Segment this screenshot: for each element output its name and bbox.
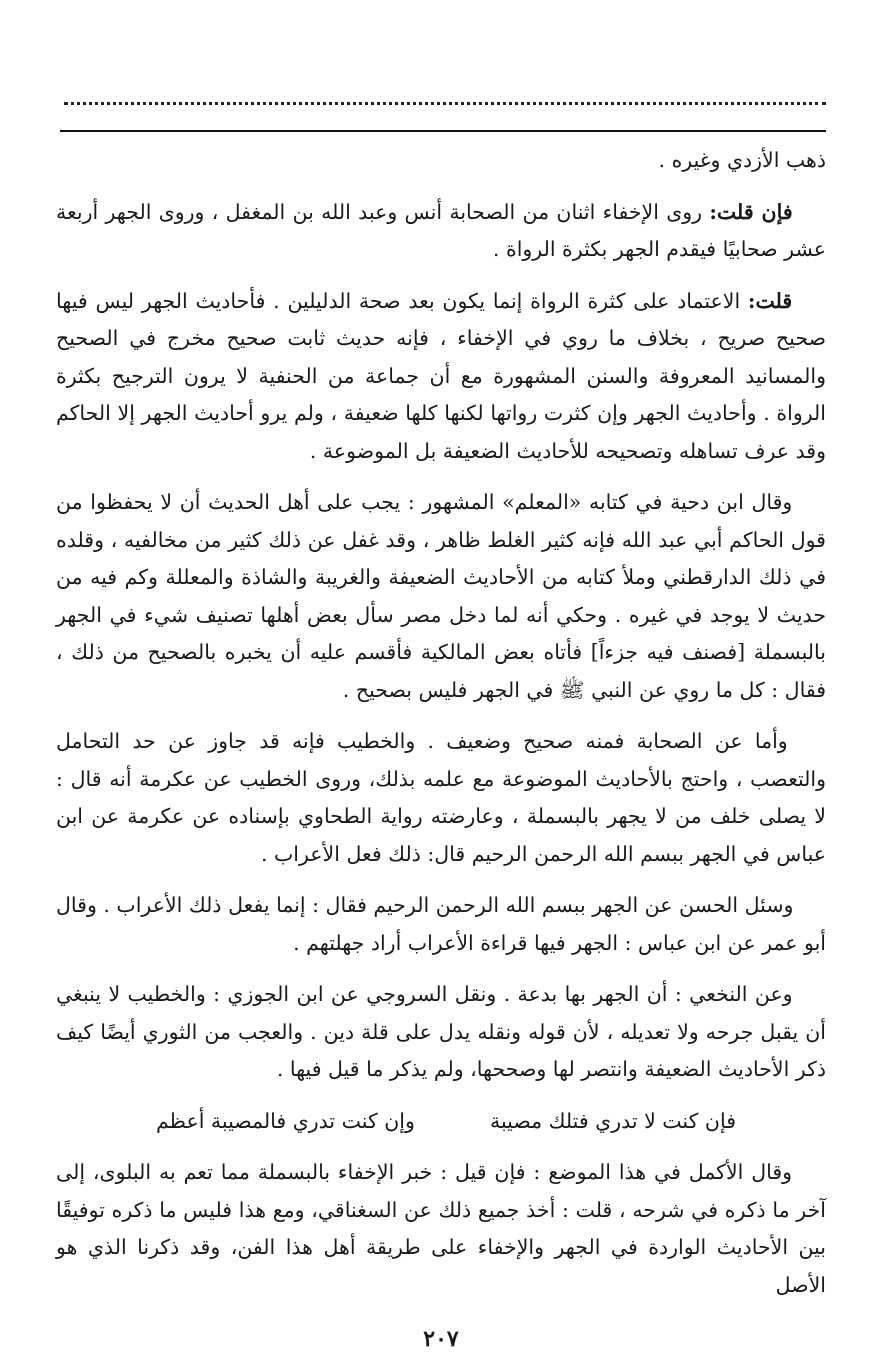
paragraph-text: روى الإخفاء اثنان من الصحابة أنس وعبد الله بن المغفل ، وروى الجهر أربعة عشر صحابيًا فيقدم الجهر بكثرة الرواة . xyxy=(56,199,826,261)
paragraph-text: ذهب الأزدي وغيره . xyxy=(658,148,826,172)
verse-first-hemistich: فإن كنت لا تدري فتلك مصيبة xyxy=(489,1108,736,1133)
paragraph-text: وسئل الحسن عن الجهر ببسم الله الرحمن الرحيم فقال : إنما يفعل ذلك الأعراب . وقال أبو عمر عن ابن عباس : الجهر فيها قراءة الأعراب أراد جهلتهم . xyxy=(56,893,826,955)
paragraph-text: وأما عن الصحابة فمنه صحيح وضعيف . والخطيب فإنه قد جاوز عن حد التحامل والتعصب ، واحتج بالأحاديث الموضوعة مع علمه بذلك، وروى الخطيب عن عكرمة أنه قال : لا يصلى خلف من لا يجهر بالبسملة ، وعارضته رواية الطحاوي بإسناده عن عكرمة عن ابن عباس في الجهر ببسم الله الرحمن الرحيم قال: ذلك فعل الأعراب . xyxy=(56,729,826,866)
paragraph-text: وقال ابن دحية في كتابه «المعلم» المشهور : يجب على أهل الحديث أن لا يحفظوا من قول الحاكم أبي عبد الله فإنه كثير الغلط ظاهر ، وقد غفل عن ذلك كثير من مخالفيه ، وقلده في ذلك الدارقطني وملأ كتابه من الأحاديث الضعيفة والغريبة والشاذة والمعللة وكم فيه من حديث لا يوجد في غيره . وحكي أنه لما دخل مصر سأل بعض أهلها تصنيف شيء في الجهر بالبسملة [فصنف فيه جزءاً] فأتاه بعض المالكية فأقسم عليه أن يخبره بالصحيح من ذلك ، فقال : كل ما روي عن النبي ﷺ في الجهر فليس بصحيح . xyxy=(56,490,826,702)
paragraph-text: الاعتماد على كثرة الرواة إنما يكون بعد صحة الدليلين . فأحاديث الجهر ليس فيها صحيح صريح ، بخلاف ما روي في الإخفاء ، فإنه حديث ثابت صحيح مخرج في الصحيح والمسانيد المعروفة والسنن المشهورة مع أن جماعة من الحنفية لا يرون الترجيح بكثرة الرواة . وأحاديث الجهر وإن كثرت رواتها لكنها كلها ضعيفة ، ولم يرو أحاديث الجهر إلا الحاكم وقد عرف تساهله وتصحيحه للأحاديث الضعيفة بل الموضوعة . xyxy=(56,288,826,463)
header-rule xyxy=(60,130,826,132)
book-page xyxy=(56,84,826,1352)
verse-second-hemistich: وإن كنت تدري فالمصيبة أعظم xyxy=(156,1108,415,1133)
paragraph-text: وقال الأكمل في هذا الموضع : فإن قيل : خبر الإخفاء بالبسملة مما تعم به البلوى، إلى آخر ما ذكره في شرحه ، قلت : أخذ جميع ذلك عن السغناقي، ومع هذا فليس ما ذكره توفيقًا بين الأحاديث الواردة في الجهر والإخفاء على طريقة أهل هذا الفن، وقد ذكرنا الذي هو الأصل xyxy=(56,1160,826,1297)
paragraph-lead: قلت: xyxy=(747,288,793,313)
paragraph-2 xyxy=(56,194,826,269)
paragraph-5 xyxy=(56,723,826,873)
main-text xyxy=(56,142,826,1318)
paragraph-1 xyxy=(56,142,826,180)
page-number: ٢٠٧ xyxy=(423,1326,459,1352)
paragraph-text: وعن النخعي : أن الجهر بها بدعة . ونقل السروجي عن ابن الجوزي : والخطيب لا ينبغي أن يقبل جرحه ولا تعديله ، لأن قوله ونقله يدل على قلة دين . والعجب من الثوري أيضًا كيف ذكر الأحاديث الضعيفة وانتصر لها وصححها، ولم يذكر ما قيل فيها . xyxy=(56,982,826,1081)
paragraph-3 xyxy=(56,283,826,471)
poetry-verse xyxy=(56,1103,826,1141)
paragraph-7 xyxy=(56,976,826,1089)
paragraph-6 xyxy=(56,887,826,962)
paragraph-lead: فإن قلت: xyxy=(709,199,793,224)
paragraph-closing xyxy=(56,1154,826,1304)
paragraph-4 xyxy=(56,484,826,709)
footnote-dotted-separator xyxy=(64,84,826,105)
